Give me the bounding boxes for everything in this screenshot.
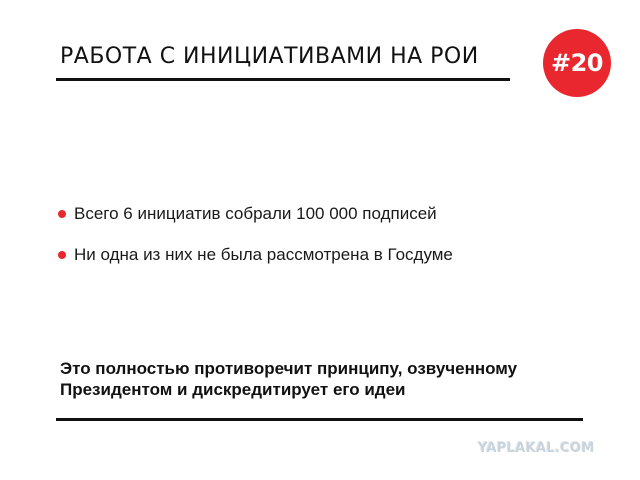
- bullet-dot-icon: [58, 210, 66, 218]
- watermark: YAPLAKAL.COM: [478, 441, 595, 456]
- bullet-list: [58, 203, 453, 285]
- bottom-divider: [56, 418, 583, 421]
- slide-number: #20: [550, 49, 603, 77]
- slide-number-badge: [543, 29, 611, 97]
- slide-title: РАБОТА С ИНИЦИАТИВАМИ НА РОИ: [60, 44, 479, 69]
- bullet-item: [58, 244, 453, 266]
- bullet-dot-icon: [58, 251, 66, 259]
- conclusion-text: [60, 358, 580, 400]
- title-underline: [56, 78, 510, 81]
- bullet-text: Ни одна из них не была рассмотрена в Госдуме: [74, 245, 453, 264]
- bullet-item: [58, 203, 453, 225]
- conclusion-line: Президентом и дискредитирует его идеи: [60, 380, 406, 399]
- conclusion-line: Это полностью противоречит принципу, озвученному: [60, 359, 518, 378]
- bullet-text: Всего 6 инициатив собрали 100 000 подписей: [74, 204, 437, 223]
